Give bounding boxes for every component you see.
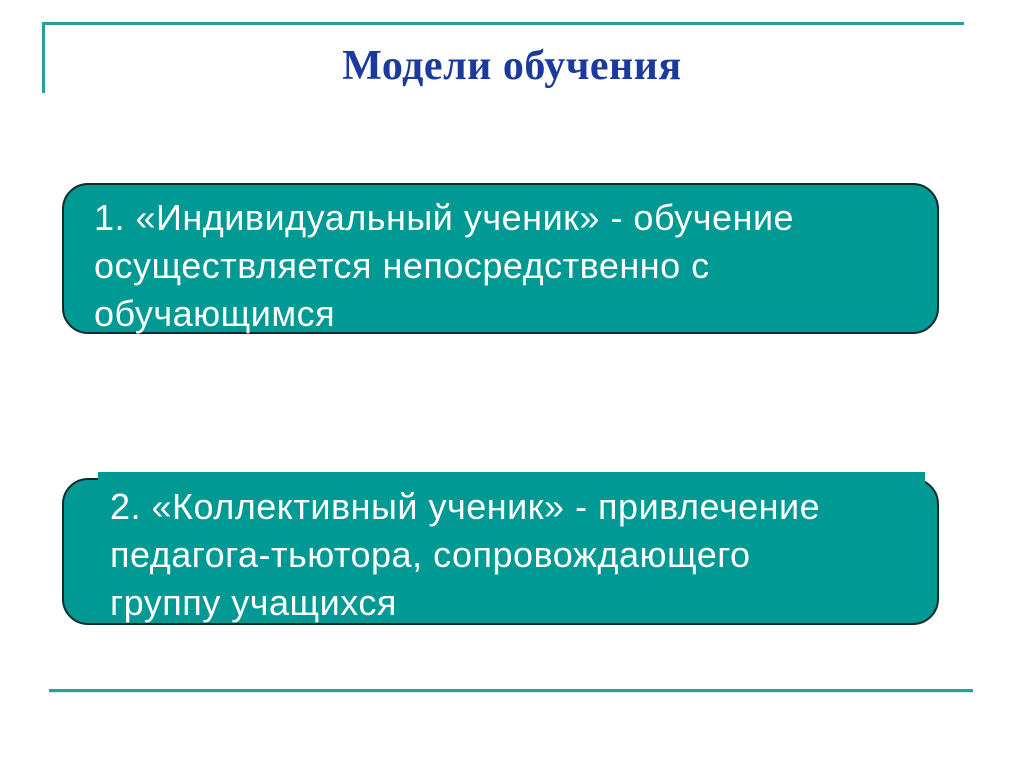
slide-title: Модели обучения (342, 43, 682, 89)
box1-text-line-2: осуществляется непосредственно с (94, 245, 710, 286)
box2-text-line-3: группу учащихся (110, 582, 397, 623)
box2-text-line-1: 2. «Коллективный ученик» - привлечение (110, 486, 821, 527)
top-frame-line (42, 22, 964, 25)
model-box-collective (62, 478, 939, 625)
box2-text-line-2: педагога-тьютора, сопровождающего (110, 534, 751, 575)
bottom-divider-line (49, 689, 973, 693)
model-box-individual (62, 183, 939, 334)
box1-text-line-1: 1. «Индивидуальный ученик» - обучение (94, 197, 795, 238)
box1-text-line-3: обучающимся (94, 293, 336, 334)
